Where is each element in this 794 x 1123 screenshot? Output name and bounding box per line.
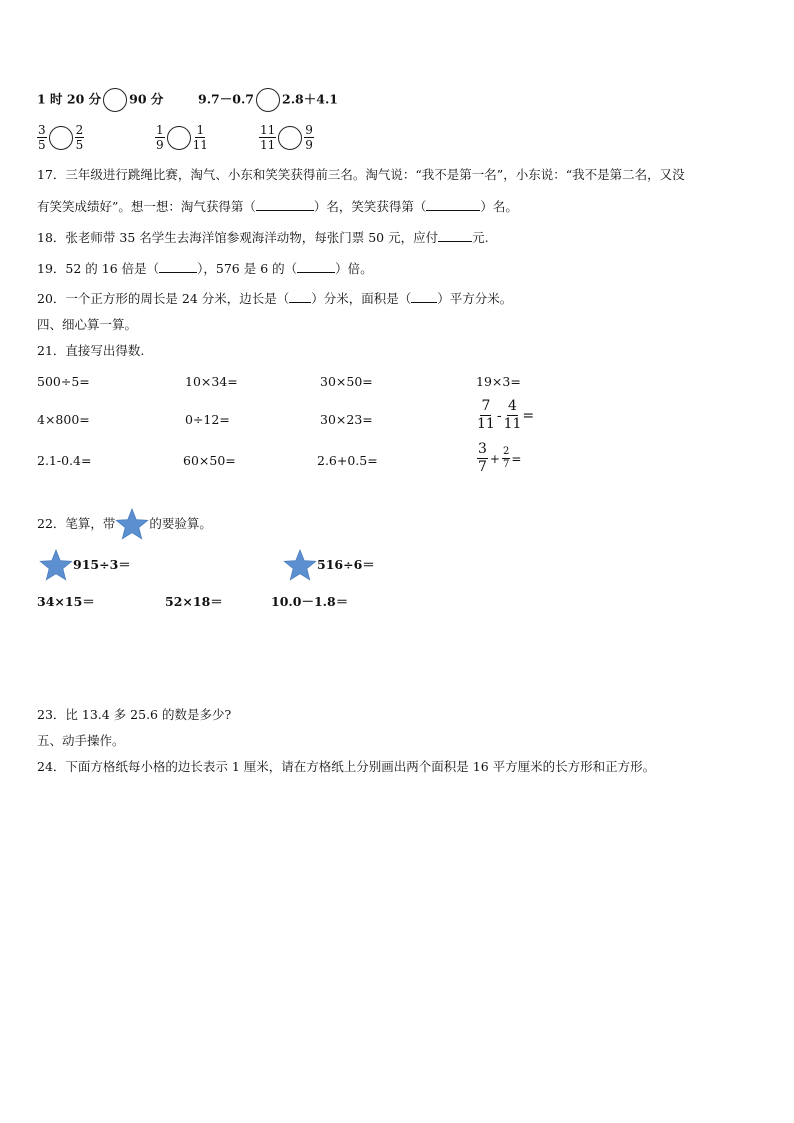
calc-item: 2.6+0.5=: [317, 453, 378, 468]
answer-blank[interactable]: [411, 302, 437, 303]
q22-starred-item: [39, 549, 131, 581]
calc-item: 915÷3＝: [73, 557, 131, 572]
calc-item: 2.1-0.4=: [37, 453, 92, 468]
answer-blank[interactable]: [438, 241, 472, 242]
compare-left-time: 1 时 20 分: [37, 91, 102, 107]
fraction: $\frac{7}{11}$: [477, 398, 495, 432]
compare-left-decimal: 9.7－0.7: [198, 91, 254, 107]
answer-blank[interactable]: [426, 210, 480, 211]
q21-title: 21．直接写出得数.: [37, 343, 145, 358]
star-icon: [39, 549, 73, 581]
compare-circle-blank[interactable]: [49, 126, 73, 150]
q22-starred-item: [283, 549, 375, 581]
compare-circle-blank[interactable]: [167, 126, 191, 150]
calc-item: 34×15＝: [37, 594, 95, 609]
compare-right-time: 90 分: [129, 91, 164, 107]
fraction: $\frac{1}{9}$: [156, 123, 164, 152]
compare-fraction-item: [37, 124, 84, 151]
compare-circle-blank[interactable]: [278, 126, 302, 150]
compare-fraction-item: [259, 124, 314, 151]
q24: 24．下面方格纸每小格的边长表示 1 厘米，请在方格纸上分别画出两个面积是 16 平方厘米的长方形和正方形。: [37, 759, 656, 774]
q20: 20．一个正方形的周长是 24 分米，边长是（ ）分米，面积是（ ）平方分米。: [37, 291, 513, 306]
calc-item: 4×800=: [37, 412, 90, 427]
compare-item-decimal: [198, 88, 338, 112]
calc-item: 60×50=: [183, 453, 236, 468]
answer-blank[interactable]: [256, 210, 314, 211]
fraction: $\frac{9}{9}$: [305, 123, 313, 152]
star-icon: [115, 508, 149, 540]
calc-item: 516÷6＝: [317, 557, 375, 572]
calc-item: 19×3=: [476, 374, 521, 389]
fraction-expression: $\frac{3}{7}$ + $\frac{2}{7}$ =: [478, 441, 522, 475]
calc-item: 52×18＝: [165, 594, 223, 609]
fraction: $\frac{11}{11}$: [260, 123, 276, 152]
calc-item: 30×23=: [320, 412, 373, 427]
calc-item: 30×50=: [320, 374, 373, 389]
compare-right-decimal: 2.8＋4.1: [282, 91, 338, 107]
fraction: $\frac{3}{5}$: [38, 123, 46, 152]
compare-fraction-item: [155, 124, 208, 151]
q17-line2: 有笑笑成绩好”。想一想：淘气获得第（ ）名，笑笑获得第（ ）名。: [37, 199, 518, 214]
answer-blank[interactable]: [297, 272, 335, 273]
fraction: $\frac{1}{11}$: [192, 123, 208, 152]
calc-item: 500÷5=: [37, 374, 90, 389]
section-heading: 五、动手操作。: [37, 733, 125, 748]
answer-blank[interactable]: [159, 272, 197, 273]
q19: 19．52 的 16 倍是（ ），576 是 6 的（ ）倍。: [37, 261, 373, 276]
compare-circle-blank[interactable]: [256, 88, 280, 112]
fraction-expression: $\frac{7}{11}$ - $\frac{4}{11}$ =: [477, 398, 535, 432]
calc-item: 0÷12=: [185, 412, 230, 427]
calc-item: 10×34=: [185, 374, 238, 389]
fraction: $\frac{2}{7}$: [502, 446, 510, 470]
fraction: $\frac{4}{11}$: [503, 398, 522, 432]
fraction: $\frac{3}{7}$: [478, 441, 487, 475]
star-icon: [283, 549, 317, 581]
answer-blank[interactable]: [289, 302, 311, 303]
compare-circle-blank[interactable]: [103, 88, 127, 112]
calc-item: 10.0－1.8＝: [271, 594, 349, 609]
fraction: $\frac{2}{5}$: [75, 123, 84, 152]
q22-title: 22．笔算，带 的要验算。: [37, 508, 212, 540]
q18: 18．张老师带 35 名学生去海洋馆参观海洋动物，每张门票 50 元，应付 元.: [37, 230, 489, 245]
compare-item-time: [37, 88, 163, 112]
q23: 23．比 13.4 多 25.6 的数是多少?: [37, 707, 232, 722]
q17-line1: 17．三年级进行跳绳比赛，淘气、小东和笑笑获得前三名。淘气说：“我不是第一名”，小东说：“我不是第二名，又没: [37, 167, 685, 182]
section-heading: 四、细心算一算。: [37, 317, 138, 332]
